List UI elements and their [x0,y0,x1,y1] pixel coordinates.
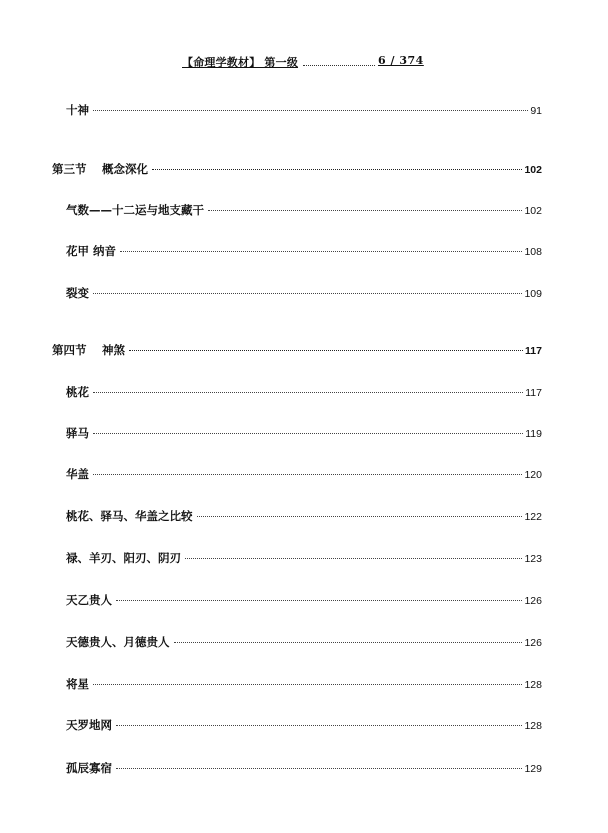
toc-section-page: 117 [525,345,542,357]
toc-entry-label: 气数——十二运与地支藏干 [66,203,204,217]
toc-entry-label: 华盖 [66,467,89,481]
toc-entry-huagai[interactable] [66,466,542,482]
toc-entry-page: 102 [524,205,542,217]
toc-entry-shishen[interactable] [66,102,542,118]
toc-entry-label: 天乙贵人 [66,593,112,607]
toc-entry-tiande-yuede[interactable] [66,634,542,650]
toc-entry-liebian[interactable] [66,285,542,301]
toc-entry-label: 天德贵人、月德贵人 [66,635,170,649]
toc-entry-label: 花甲 纳音 [66,244,117,258]
toc-section-3[interactable] [52,161,542,177]
toc-leader [129,350,523,351]
toc-entry-yima[interactable] [66,425,542,441]
toc-entry-page: 117 [525,387,542,399]
toc-entry-page: 109 [524,288,542,300]
toc-leader [93,684,522,685]
toc-entry-page: 128 [524,720,542,732]
toc-leader [120,251,522,252]
toc-section-label: 第三节 概念深化 [52,162,149,176]
toc-entry-label: 孤辰寡宿 [66,761,112,775]
toc-entry-label: 十神 [66,103,89,117]
toc-entry-jiangxing[interactable] [66,676,542,692]
toc-section-label: 第四节 神煞 [52,343,126,357]
toc-entry-label: 裂变 [66,286,89,300]
page-header [0,54,608,70]
toc-leader [116,600,522,601]
toc-entry-page: 129 [524,763,542,775]
toc-entry-page: 126 [524,595,542,607]
toc-entry-page: 120 [524,469,542,481]
toc-entry-tianluo[interactable] [66,717,542,733]
toc-entry-guchen[interactable] [66,760,542,776]
toc-entry-label: 禄、羊刃、阳刃、阴刃 [66,551,181,565]
toc-leader [93,110,528,111]
toc-section-page: 102 [524,164,542,176]
toc-leader [116,725,522,726]
toc-entry-comparison[interactable] [66,508,542,524]
header-page-number: 6 / 374 [378,54,424,67]
toc-entry-qishu[interactable] [66,202,542,218]
toc-entry-lu-yangren[interactable] [66,550,542,566]
toc-leader [208,210,522,211]
toc-leader [152,169,522,170]
header-title: 【命理学教材】 第一级 [182,56,299,69]
toc-entry-page: 128 [524,679,542,691]
toc-entry-huajia[interactable] [66,243,542,259]
toc-entry-page: 123 [524,553,542,565]
toc-section-4[interactable] [52,342,542,358]
header-leader [303,54,375,66]
toc-entry-label: 桃花、驿马、华盖之比较 [66,509,193,523]
toc-entry-taohua[interactable] [66,384,542,400]
toc-entry-page: 126 [524,637,542,649]
toc-entry-page: 122 [524,511,542,523]
toc-entry-label: 驿马 [66,426,89,440]
toc-entry-label: 桃花 [66,385,89,399]
toc-entry-label: 将星 [66,677,89,691]
toc-entry-page: 108 [524,246,542,258]
toc-leader [174,642,523,643]
toc-leader [93,433,523,434]
toc-leader [116,768,522,769]
toc-entry-page: 91 [530,105,542,117]
toc-leader [197,516,523,517]
toc-leader [93,392,523,393]
toc-leader [93,293,522,294]
toc-entry-label: 天罗地网 [66,718,112,732]
toc-leader [93,474,522,475]
toc-entry-page: 119 [525,428,542,440]
toc-entry-tianyi[interactable] [66,592,542,608]
toc-leader [185,558,522,559]
